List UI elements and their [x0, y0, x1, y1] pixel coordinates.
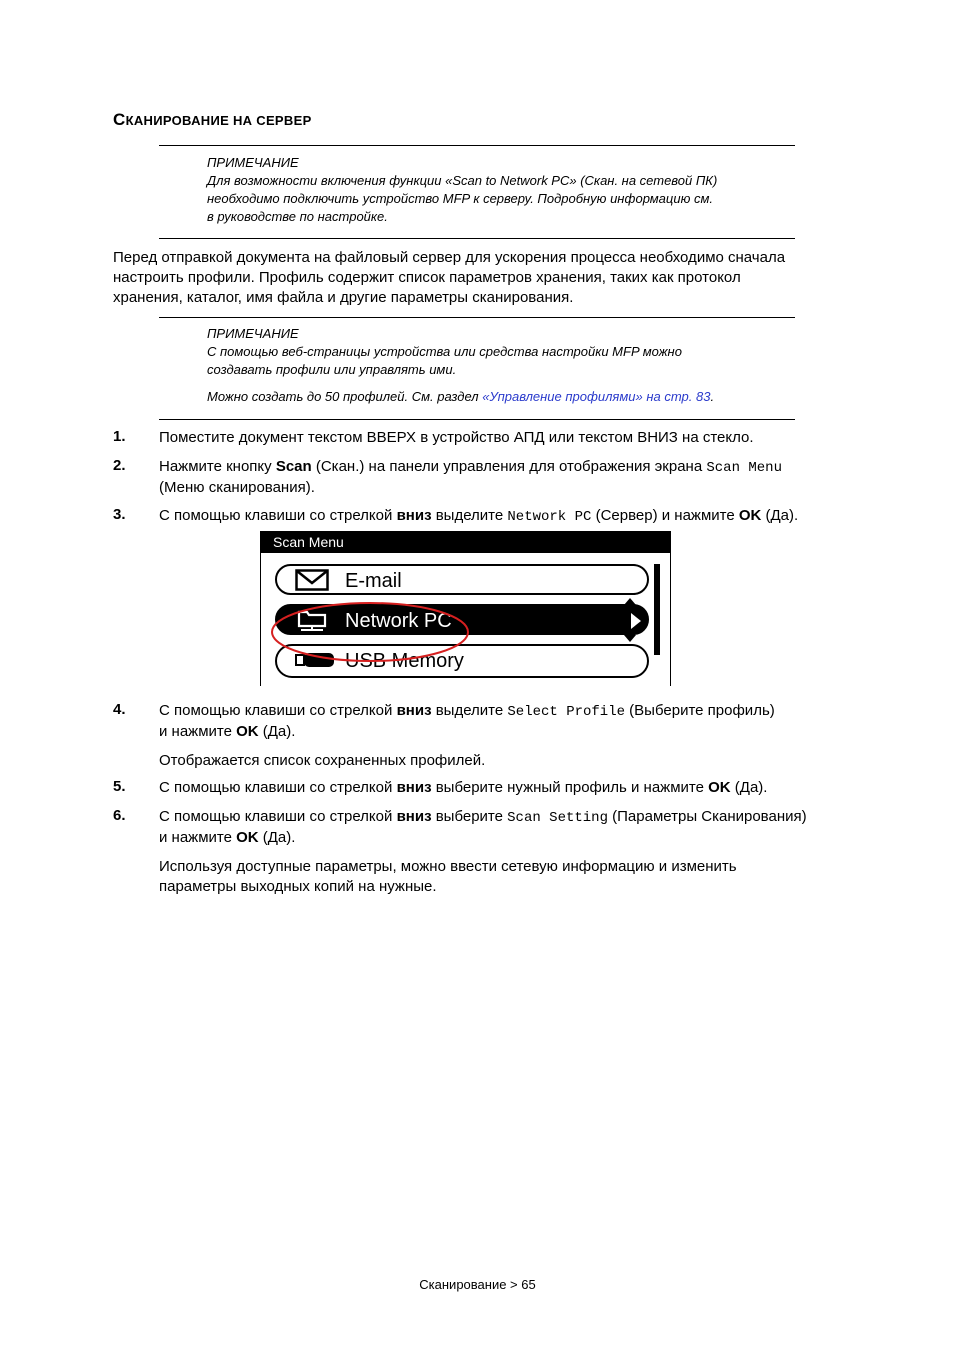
step-text: Нажмите кнопку Scan (Скан.) на панели управления для отображения экрана Scan Menu (Меню сканирования).	[159, 458, 782, 496]
section-title: СКАНИРОВАНИЕ НА СЕРВЕР	[113, 110, 312, 129]
intro-line: настроить профили. Профиль содержит список параметров хранения, таких как протокол	[113, 269, 741, 286]
divider	[159, 238, 795, 239]
divider	[159, 317, 795, 318]
step-number: 5.	[113, 778, 126, 795]
step-number: 2.	[113, 457, 126, 474]
step-text: С помощью клавиши со стрелкой вниз выберите Scan Setting (Параметры Сканирования) и нажмите OK (Да). Используя доступные параметры, можно ввести сетевую информацию и изменить параметры выходных копий на нужные.	[159, 808, 807, 895]
note-box	[207, 325, 787, 406]
step-number: 4.	[113, 701, 126, 718]
note-line: необходимо подключить устройство MFP к серверу. Подробную информацию см.	[207, 191, 713, 206]
note-label: ПРИМЕЧАНИЕ	[207, 155, 299, 170]
step-number: 6.	[113, 807, 126, 824]
envelope-icon	[295, 569, 329, 596]
intro-paragraph	[113, 248, 853, 308]
intro-line: хранения, каталог, имя файла и другие параметры сканирования.	[113, 289, 574, 306]
intro-line: Перед отправкой документа на файловый сервер для ускорения процесса необходимо сначала	[113, 249, 786, 266]
step-number: 3.	[113, 506, 126, 523]
note-line: Для возможности включения функции «Scan to Network PC» (Скан. на сетевой ПК)	[207, 173, 718, 188]
scrollbar[interactable]	[654, 564, 660, 655]
divider	[159, 145, 795, 146]
page-footer: Сканирование > 65	[419, 1277, 536, 1292]
highlight-ellipse	[266, 600, 478, 666]
menu-item-label: USB Memory	[345, 650, 464, 672]
screen-title: Scan Menu	[260, 531, 671, 553]
note-line: создавать профили или управлять ими.	[207, 362, 457, 377]
note-line: Можно создать до 50 профилей. См. раздел «Управление профилями» на стр. 83.	[207, 389, 715, 404]
step-number: 1.	[113, 428, 126, 445]
note-label: ПРИМЕЧАНИЕ	[207, 326, 299, 341]
scroll-up-icon	[624, 598, 636, 605]
step-text: Поместите документ текстом ВВЕРХ в устройство АПД или текстом ВНИЗ на стекло.	[159, 429, 754, 446]
menu-item-email[interactable]	[275, 564, 649, 595]
note-line: в руководстве по настройке.	[207, 209, 388, 224]
profiles-link[interactable]: «Управление профилями» на стр. 83	[482, 389, 711, 404]
menu-item-label: Network PC	[345, 610, 452, 632]
divider	[159, 419, 795, 420]
note-box	[207, 154, 787, 226]
step-text: С помощью клавиши со стрелкой вниз выберите нужный профиль и нажмите OK (Да).	[159, 779, 768, 796]
scroll-down-icon	[624, 635, 636, 642]
note-line: С помощью веб-страницы устройства или средства настройки MFP можно	[207, 344, 682, 359]
step-text: С помощью клавиши со стрелкой вниз выделите Select Profile (Выберите профиль) и нажмите OK (Да). Отображается список сохраненных профилей.	[159, 702, 775, 769]
menu-item-label: E-mail	[345, 570, 402, 592]
arrow-right-icon	[631, 613, 641, 629]
scan-menu-screen	[260, 531, 671, 686]
step-text: С помощью клавиши со стрелкой вниз выделите Network PC (Сервер) и нажмите OK (Да).	[159, 507, 799, 525]
